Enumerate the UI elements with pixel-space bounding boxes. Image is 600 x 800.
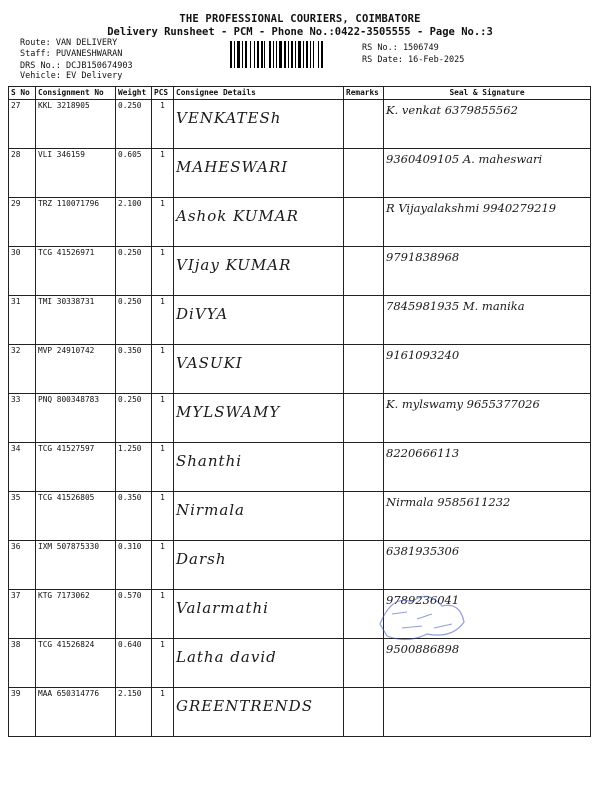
signature-handwriting: 8220666113 xyxy=(386,446,460,460)
cell-sno: 33 xyxy=(9,394,36,443)
cell-sno: 36 xyxy=(9,541,36,590)
cell-signature xyxy=(384,345,591,394)
cell-pcs: 1 xyxy=(152,100,174,149)
cell-weight: 0.605 xyxy=(116,149,152,198)
cell-signature xyxy=(384,688,591,737)
cell-sno: 32 xyxy=(9,345,36,394)
cell-consignee xyxy=(174,688,344,737)
table-row xyxy=(9,345,591,394)
table-row xyxy=(9,149,591,198)
cell-weight: 0.310 xyxy=(116,541,152,590)
table-row xyxy=(9,492,591,541)
cell-consignment-no: MVP 24910742 xyxy=(36,345,116,394)
cell-pcs: 1 xyxy=(152,443,174,492)
consignee-handwriting: GREENTRENDS xyxy=(176,697,313,715)
consignee-handwriting: Nirmala xyxy=(176,501,245,519)
col-remarks: Remarks xyxy=(344,87,384,100)
table-row xyxy=(9,688,591,737)
cell-consignee xyxy=(174,100,344,149)
cell-consignee xyxy=(174,639,344,688)
table-header-row xyxy=(9,87,591,100)
table-row xyxy=(9,590,591,639)
col-pcs: PCS xyxy=(152,87,174,100)
cell-pcs: 1 xyxy=(152,688,174,737)
cell-pcs: 1 xyxy=(152,639,174,688)
consignee-handwriting: Ashok KUMAR xyxy=(176,207,299,225)
staff-label: Staff: PUVANESHWARAN xyxy=(20,49,123,59)
cell-consignee xyxy=(174,541,344,590)
runsheet-subtitle: Delivery Runsheet - PCM - Phone No.:0422-3505555 - Page No.:3 xyxy=(107,26,493,38)
table-row xyxy=(9,541,591,590)
consignee-handwriting: MYLSWAMY xyxy=(176,403,281,421)
signature-handwriting: 9161093240 xyxy=(386,348,460,362)
signature-handwriting: 7845981935 M. manika xyxy=(386,299,525,313)
vehicle-label: Vehicle: EV Delivery xyxy=(20,71,123,81)
table-row xyxy=(9,247,591,296)
cell-consignment-no: KTG 7173062 xyxy=(36,590,116,639)
col-consignee: Consignee Details xyxy=(174,87,344,100)
cell-signature xyxy=(384,198,591,247)
cell-weight: 0.250 xyxy=(116,247,152,296)
cell-sno: 37 xyxy=(9,590,36,639)
cell-consignment-no: MAA 650314776 xyxy=(36,688,116,737)
consignee-handwriting: VIjay KUMAR xyxy=(176,256,292,274)
barcode xyxy=(230,41,348,68)
cell-pcs: 1 xyxy=(152,247,174,296)
table-row xyxy=(9,394,591,443)
consignee-handwriting: VENKATESh xyxy=(176,109,282,127)
cell-remarks xyxy=(344,345,384,394)
table-row xyxy=(9,198,591,247)
col-weight: Weight xyxy=(116,87,152,100)
consignee-handwriting: Shanthi xyxy=(176,452,243,470)
cell-remarks xyxy=(344,443,384,492)
rs-number: RS No.: 1506749 xyxy=(362,43,439,53)
signature-handwriting: 9360409105 A. maheswari xyxy=(386,152,543,166)
cell-consignee xyxy=(174,394,344,443)
cell-consignment-no: TCG 41526971 xyxy=(36,247,116,296)
consignee-handwriting: VASUKI xyxy=(176,354,243,372)
cell-remarks xyxy=(344,100,384,149)
cell-consignment-no: TCG 41527597 xyxy=(36,443,116,492)
signature-handwriting: 9500886898 xyxy=(386,642,460,656)
cell-remarks xyxy=(344,198,384,247)
cell-weight: 0.350 xyxy=(116,492,152,541)
signature-handwriting: 9789236041 xyxy=(386,593,460,607)
consignee-handwriting: Valarmathi xyxy=(176,599,269,617)
cell-consignment-no: TCG 41526805 xyxy=(36,492,116,541)
cell-remarks xyxy=(344,247,384,296)
cell-weight: 2.150 xyxy=(116,688,152,737)
consignee-handwriting: DiVYA xyxy=(176,305,229,323)
cell-consignee xyxy=(174,492,344,541)
cell-sno: 29 xyxy=(9,198,36,247)
cell-sno: 30 xyxy=(9,247,36,296)
runsheet-table xyxy=(8,86,591,737)
cell-sno: 35 xyxy=(9,492,36,541)
cell-remarks xyxy=(344,394,384,443)
cell-consignment-no: PNQ 800348783 xyxy=(36,394,116,443)
consignee-handwriting: Darsh xyxy=(176,550,227,568)
cell-pcs: 1 xyxy=(152,296,174,345)
signature-handwriting: K. mylswamy 9655377026 xyxy=(386,397,540,411)
cell-consignee xyxy=(174,149,344,198)
cell-remarks xyxy=(344,688,384,737)
signature-handwriting: Nirmala 9585611232 xyxy=(386,495,511,509)
cell-pcs: 1 xyxy=(152,345,174,394)
cell-weight: 2.100 xyxy=(116,198,152,247)
cell-weight: 0.640 xyxy=(116,639,152,688)
cell-consignee xyxy=(174,590,344,639)
cell-consignee xyxy=(174,247,344,296)
cell-signature xyxy=(384,443,591,492)
table-row xyxy=(9,296,591,345)
cell-signature xyxy=(384,394,591,443)
signature-handwriting: R Vijayalakshmi 9940279219 xyxy=(386,201,557,215)
signature-handwriting: 6381935306 xyxy=(386,544,460,558)
cell-weight: 0.250 xyxy=(116,394,152,443)
cell-consignment-no: IXM 507875330 xyxy=(36,541,116,590)
cell-consignee xyxy=(174,296,344,345)
table-row xyxy=(9,639,591,688)
cell-signature xyxy=(384,541,591,590)
cell-weight: 0.250 xyxy=(116,296,152,345)
cell-signature xyxy=(384,296,591,345)
cell-pcs: 1 xyxy=(152,492,174,541)
company-title: THE PROFESSIONAL COURIERS, COIMBATORE xyxy=(179,13,421,25)
cell-consignment-no: VLI 346159 xyxy=(36,149,116,198)
cell-signature xyxy=(384,492,591,541)
consignee-handwriting: MAHESWARI xyxy=(176,158,289,176)
rs-date: RS Date: 16-Feb-2025 xyxy=(362,55,465,65)
cell-consignment-no: TRZ 110071796 xyxy=(36,198,116,247)
cell-sno: 34 xyxy=(9,443,36,492)
cell-sno: 28 xyxy=(9,149,36,198)
cell-sno: 27 xyxy=(9,100,36,149)
cell-sno: 31 xyxy=(9,296,36,345)
cell-pcs: 1 xyxy=(152,590,174,639)
cell-pcs: 1 xyxy=(152,541,174,590)
cell-remarks xyxy=(344,541,384,590)
table-row xyxy=(9,100,591,149)
delivery-stamp xyxy=(372,584,472,646)
cell-weight: 1.250 xyxy=(116,443,152,492)
cell-consignment-no: TCG 41526824 xyxy=(36,639,116,688)
cell-weight: 0.350 xyxy=(116,345,152,394)
cell-consignment-no: KKL 3218905 xyxy=(36,100,116,149)
signature-handwriting: K. venkat 6379855562 xyxy=(386,103,518,117)
rs-info xyxy=(362,42,464,66)
cell-remarks xyxy=(344,149,384,198)
cell-signature xyxy=(384,247,591,296)
cell-consignment-no: TMI 30338731 xyxy=(36,296,116,345)
cell-consignee xyxy=(174,443,344,492)
cell-signature xyxy=(384,100,591,149)
cell-weight: 0.570 xyxy=(116,590,152,639)
cell-pcs: 1 xyxy=(152,149,174,198)
cell-consignee xyxy=(174,198,344,247)
cell-remarks xyxy=(344,492,384,541)
table-row xyxy=(9,443,591,492)
col-sno: S No xyxy=(9,87,36,100)
route-label: Route: VAN DELIVERY xyxy=(20,38,118,48)
signature-handwriting: 9791838968 xyxy=(386,250,460,264)
cell-pcs: 1 xyxy=(152,394,174,443)
col-consignment: Consignment No xyxy=(36,87,116,100)
cell-sno: 38 xyxy=(9,639,36,688)
consignee-handwriting: Latha david xyxy=(176,648,277,666)
cell-pcs: 1 xyxy=(152,198,174,247)
cell-weight: 0.250 xyxy=(116,100,152,149)
cell-consignee xyxy=(174,345,344,394)
col-signature: Seal & Signature xyxy=(384,87,591,100)
cell-sno: 39 xyxy=(9,688,36,737)
cell-signature xyxy=(384,149,591,198)
drs-number: DRS No.: DCJB150674903 xyxy=(20,61,133,71)
cell-remarks xyxy=(344,296,384,345)
